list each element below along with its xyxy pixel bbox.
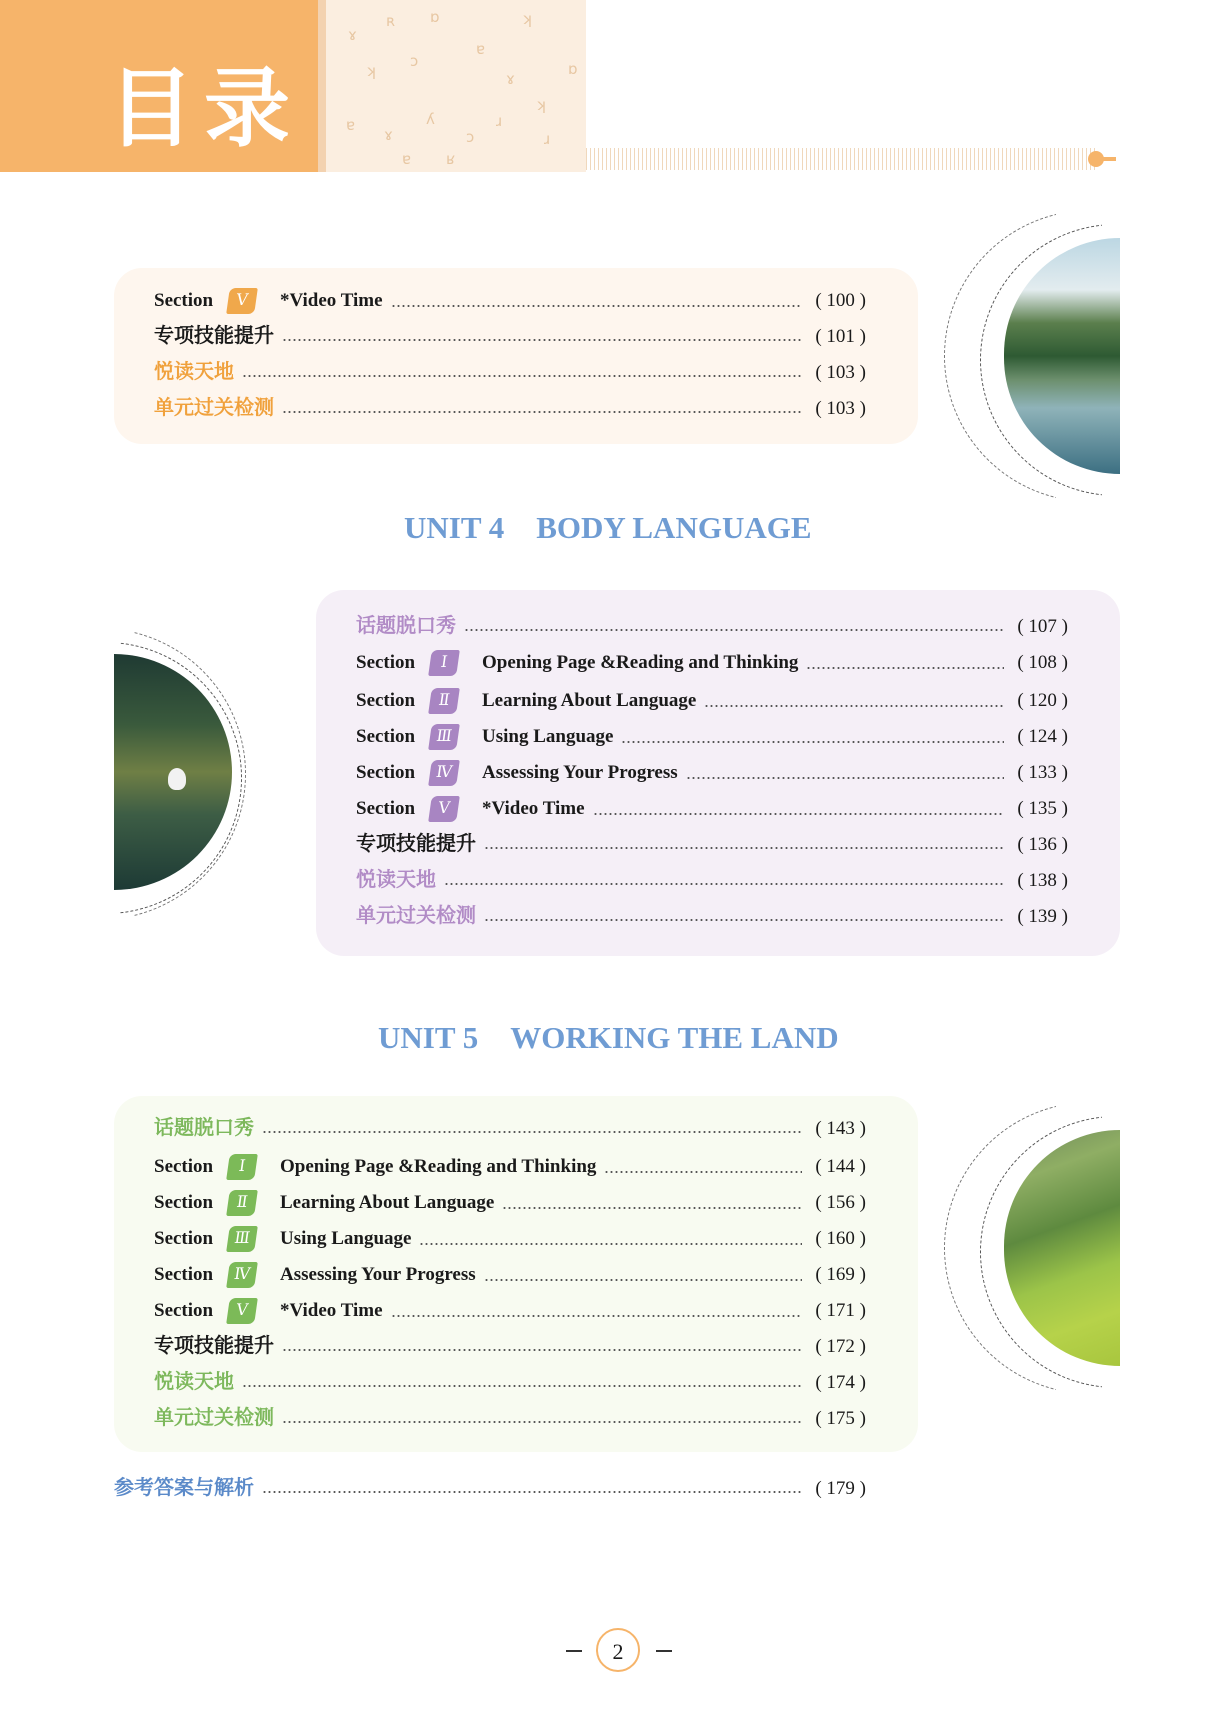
page-number: ( 108 )	[1017, 652, 1068, 673]
toc-row[interactable]	[356, 758, 1068, 788]
leader-dots	[282, 339, 802, 341]
header-letter-pattern: ɤ ʀ ɒ ʞ ʞ ɔ ɐ ɤ ʞ ɐ ɤ ʎ ɔ ɹ ɹ ɐ ʁ ɒ	[326, 0, 586, 172]
toc-row[interactable]	[356, 864, 1068, 894]
page-number: ( 175 )	[815, 1408, 866, 1429]
unit4-heading	[404, 510, 812, 546]
leader-dots	[604, 1171, 802, 1173]
toc-title: 悦读天地	[154, 359, 234, 383]
section-numeral-badge: Ⅱ	[428, 688, 460, 714]
unit-number: UNIT 4	[404, 510, 505, 545]
section-title: Opening Page &Reading and Thinking	[482, 652, 799, 673]
leader-dots	[484, 847, 1004, 849]
page-number: ( 171 )	[815, 1300, 866, 1321]
toc-row[interactable]	[356, 722, 1068, 752]
toc-row[interactable]	[154, 1296, 866, 1326]
footer-page-number: 2	[596, 1628, 640, 1672]
unit-name: BODY LANGUAGE	[536, 510, 812, 545]
page-number: ( 101 )	[815, 326, 866, 347]
page-number: ( 103 )	[815, 398, 866, 419]
leader-dots	[282, 1421, 802, 1423]
footer-dash-left	[566, 1650, 582, 1652]
unit5-heading	[378, 1020, 839, 1056]
leader-dots	[419, 1243, 802, 1245]
section-label: Section	[356, 798, 416, 819]
section-title: *Video Time	[280, 1300, 383, 1321]
toc-row[interactable]	[154, 320, 866, 350]
toc-row[interactable]	[154, 1402, 866, 1432]
section-label: Section	[154, 1300, 214, 1321]
toc-row-answers[interactable]	[114, 1472, 866, 1502]
leader-dots	[502, 1207, 802, 1209]
leader-dots	[391, 305, 802, 307]
toc-row[interactable]	[356, 828, 1068, 858]
leader-dots	[621, 741, 1004, 743]
page-number: ( 169 )	[815, 1264, 866, 1285]
page-title: 目录	[108, 59, 300, 159]
toc-title: 话题脱口秀	[356, 613, 456, 637]
leader-dots	[242, 1385, 802, 1387]
toc-row[interactable]	[154, 1188, 866, 1218]
leader-dots	[391, 1315, 802, 1317]
page-number: ( 136 )	[1017, 834, 1068, 855]
section-label: Section	[154, 1228, 214, 1249]
toc-title: 悦读天地	[356, 867, 436, 891]
section-title: Learning About Language	[482, 690, 697, 711]
page-number: ( 143 )	[815, 1118, 866, 1139]
header-divider	[318, 0, 326, 172]
page-number: ( 107 )	[1017, 616, 1068, 637]
page-number: ( 100 )	[815, 290, 866, 311]
toc-row[interactable]	[154, 1260, 866, 1290]
page-number: ( 172 )	[815, 1336, 866, 1357]
toc-row[interactable]	[356, 900, 1068, 930]
section-numeral-badge: Ⅴ	[428, 796, 460, 822]
section-numeral-badge: Ⅰ	[226, 1154, 258, 1180]
leader-dots	[593, 813, 1004, 815]
toc-title: 参考答案与解析	[114, 1475, 254, 1499]
toc-row[interactable]	[356, 648, 1068, 678]
header-stripe	[586, 148, 1096, 170]
leader-dots	[282, 411, 802, 413]
section-title: Using Language	[482, 726, 614, 747]
section-numeral-badge: Ⅴ	[226, 288, 258, 314]
toc-row[interactable]	[154, 1224, 866, 1254]
toc-title: 单元过关检测	[154, 395, 274, 419]
page-number: ( 135 )	[1017, 798, 1068, 819]
page-number: ( 144 )	[815, 1156, 866, 1177]
section-title: Opening Page &Reading and Thinking	[280, 1156, 597, 1177]
section-numeral-badge: Ⅳ	[226, 1262, 258, 1288]
section-numeral-badge: Ⅳ	[428, 760, 460, 786]
leader-dots	[686, 777, 1004, 779]
page-number: ( 124 )	[1017, 726, 1068, 747]
section-numeral-badge: Ⅰ	[428, 650, 460, 676]
page-number: ( 133 )	[1017, 762, 1068, 783]
leader-dots	[484, 1279, 802, 1281]
unit-number: UNIT 5	[378, 1020, 479, 1055]
section-title: *Video Time	[482, 798, 585, 819]
section-label: Section	[356, 762, 416, 783]
section-title: Using Language	[280, 1228, 412, 1249]
page-number: ( 156 )	[815, 1192, 866, 1213]
section-label: Section	[356, 690, 416, 711]
leader-dots	[262, 1131, 802, 1133]
section-label: Section	[154, 1192, 214, 1213]
toc-row[interactable]	[356, 794, 1068, 824]
leader-dots	[444, 883, 1004, 885]
leader-dots	[262, 1491, 802, 1493]
toc-row[interactable]	[356, 610, 1068, 640]
section-numeral-badge: Ⅴ	[226, 1298, 258, 1324]
page-number: ( 103 )	[815, 362, 866, 383]
toc-row[interactable]	[154, 286, 866, 316]
section-label: Section	[356, 726, 416, 747]
unit-name: WORKING THE LAND	[510, 1020, 839, 1055]
page-number: ( 160 )	[815, 1228, 866, 1249]
toc-row[interactable]	[154, 1330, 866, 1360]
toc-row[interactable]	[154, 1152, 866, 1182]
toc-row[interactable]	[356, 686, 1068, 716]
page-number: ( 179 )	[815, 1478, 866, 1499]
toc-row[interactable]	[154, 392, 866, 422]
egret-icon	[168, 768, 186, 790]
header-dash	[1102, 157, 1116, 161]
page-number: ( 174 )	[815, 1372, 866, 1393]
footer-dash-right	[656, 1650, 672, 1652]
section-numeral-badge: Ⅲ	[428, 724, 460, 750]
section-numeral-badge: Ⅱ	[226, 1190, 258, 1216]
toc-title: 专项技能提升	[356, 831, 476, 855]
toc-title: 单元过关检测	[154, 1405, 274, 1429]
leader-dots	[464, 629, 1004, 631]
leader-dots	[484, 919, 1004, 921]
section-title: *Video Time	[280, 290, 383, 311]
page-number: ( 120 )	[1017, 690, 1068, 711]
leader-dots	[242, 375, 802, 377]
toc-row[interactable]	[154, 1112, 866, 1142]
leader-dots	[704, 705, 1004, 707]
section-numeral-badge: Ⅲ	[226, 1226, 258, 1252]
toc-row[interactable]	[154, 356, 866, 386]
toc-title: 单元过关检测	[356, 903, 476, 927]
page-number: ( 139 )	[1017, 906, 1068, 927]
section-label: Section	[154, 1156, 214, 1177]
leader-dots	[282, 1349, 802, 1351]
section-title: Learning About Language	[280, 1192, 495, 1213]
toc-title: 话题脱口秀	[154, 1115, 254, 1139]
toc-title: 专项技能提升	[154, 1333, 274, 1357]
leader-dots	[806, 667, 1004, 669]
toc-title: 专项技能提升	[154, 323, 274, 347]
toc-title: 悦读天地	[154, 1369, 234, 1393]
page-number: ( 138 )	[1017, 870, 1068, 891]
section-label: Section	[154, 1264, 214, 1285]
section-label: Section	[154, 290, 214, 311]
section-title: Assessing Your Progress	[482, 762, 678, 783]
section-title: Assessing Your Progress	[280, 1264, 476, 1285]
section-label: Section	[356, 652, 416, 673]
toc-row[interactable]	[154, 1366, 866, 1396]
